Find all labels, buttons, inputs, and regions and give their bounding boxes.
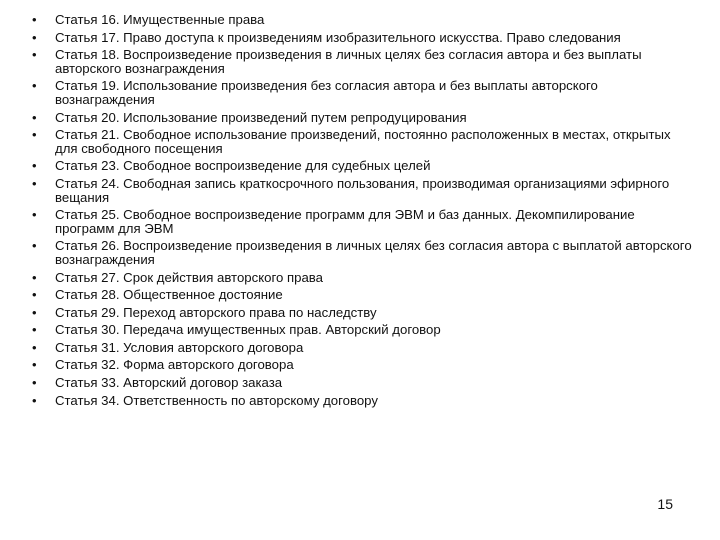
article-text: Статья 28. Общественное достояние xyxy=(55,287,283,303)
article-text: Статья 29. Переход авторского права по наследству xyxy=(55,304,377,320)
article-text: Статья 34. Ответственность по авторскому договору xyxy=(55,392,378,408)
bullet: • xyxy=(32,357,37,373)
list-item xyxy=(32,159,692,173)
article-text: Статья 25. Свободное воспроизведение программ для ЭВМ и баз данных. Декомпилирование программ для ЭВМ xyxy=(55,207,635,236)
list-item xyxy=(32,323,692,337)
bullet: • xyxy=(32,78,37,94)
list-item xyxy=(32,376,692,390)
bullet: • xyxy=(32,47,37,63)
bullet: • xyxy=(32,238,37,254)
article-text: Статья 24. Свободная запись краткосрочного пользования, производимая организациями эфирного вещания xyxy=(55,175,670,205)
bullet: • xyxy=(32,375,37,391)
list-item xyxy=(32,341,692,355)
article-list xyxy=(32,13,692,411)
list-item xyxy=(32,177,692,204)
bullet: • xyxy=(32,12,37,27)
article-text: Статья 31. Условия авторского договора xyxy=(55,339,304,355)
article-text: Статья 18. Воспроизведение произведения в личных целях без согласия автора и без выплаты авторского вознаграждения xyxy=(55,47,642,76)
list-item xyxy=(32,394,692,408)
article-text: Статья 26. Воспроизведение произведения в личных целях без согласия автора с выплатой авторского вознаграждения xyxy=(55,238,692,267)
article-text: Статья 33. Авторский договор заказа xyxy=(55,375,283,391)
list-item xyxy=(32,306,692,320)
list-item xyxy=(32,111,692,125)
bullet: • xyxy=(32,207,37,223)
list-item xyxy=(32,31,692,45)
article-text: Статья 27. Срок действия авторского права xyxy=(55,269,323,285)
page-number: 15 xyxy=(657,496,673,512)
list-item xyxy=(32,288,692,302)
article-text: Статья 30. Передача имущественных прав. Авторский договор xyxy=(55,322,441,338)
article-text: Статья 17. Право доступа к произведениям изобразительного искусства. Право следования xyxy=(55,29,621,45)
article-text: Статья 32. Форма авторского договора xyxy=(55,357,294,373)
bullet: • xyxy=(32,339,37,355)
list-item xyxy=(32,128,692,155)
bullet: • xyxy=(32,392,37,408)
article-text: Статья 19. Использование произведения без согласия автора и без выплаты авторского вознаграждения xyxy=(55,78,598,107)
bullet: • xyxy=(32,269,37,285)
list-item xyxy=(32,208,692,235)
article-text: Статья 23. Свободное воспроизведение для судебных целей xyxy=(55,158,431,174)
list-item xyxy=(32,48,692,75)
bullet: • xyxy=(32,287,37,303)
article-text: Статья 16. Имущественные права xyxy=(55,12,265,27)
article-text: Статья 20. Использование произведений путем репродуцирования xyxy=(55,109,467,125)
list-item xyxy=(32,271,692,285)
list-item xyxy=(32,358,692,372)
bullet: • xyxy=(32,109,37,125)
bullet: • xyxy=(32,158,37,174)
list-item xyxy=(32,13,692,27)
article-text: Статья 21. Свободное использование произведений, постоянно расположенных в местах, открытых для свободного посещения xyxy=(55,127,671,156)
list-item xyxy=(32,79,692,106)
bullet: • xyxy=(32,322,37,338)
bullet: • xyxy=(32,127,37,143)
bullet: • xyxy=(32,175,37,191)
bullet: • xyxy=(32,304,37,320)
list-item xyxy=(32,239,692,266)
bullet: • xyxy=(32,29,37,45)
